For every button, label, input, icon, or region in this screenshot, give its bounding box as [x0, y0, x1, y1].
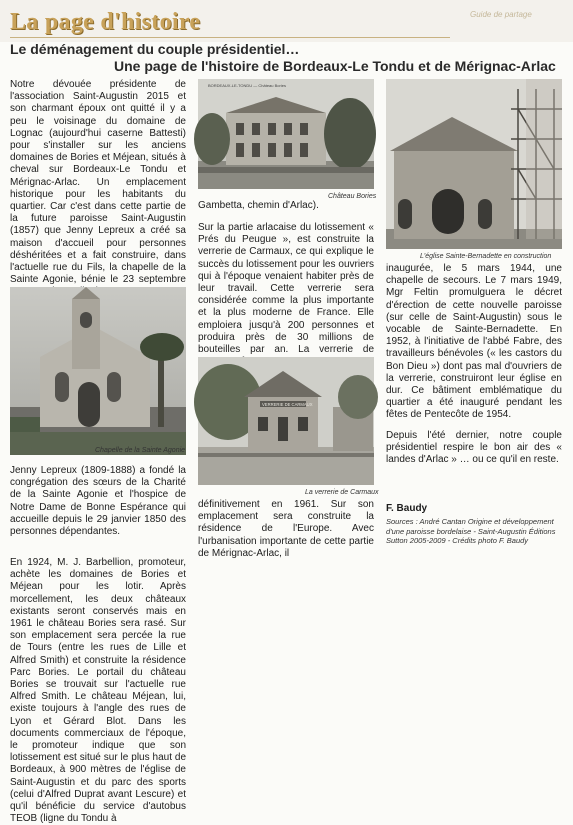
column-1-mid-text [10, 465, 186, 538]
caption-chateau: Château Bories [328, 193, 377, 200]
paragraph-conclusion: Depuis l'été dernier, notre couple présidentiel respire le bon air des « landes d'Arlac » … ou ce qu'il en reste. [386, 429, 562, 466]
title-rule [10, 37, 450, 38]
sources-credits: Sources : André Cantan Origine et développement d'une paroisse bordelaise - Saint-Augustin Éditions Sutton 2005-2009 - Crédits photo F. Baudy [386, 517, 556, 545]
paragraph-1924: En 1924, M. J. Barbellion, promoteur, achète les domaines de Bories et Méjean pour les lotir. Après morcellement, les deux châteaux existants seront conservés mais en 1961 le château Bories sera rasé. Sur son emplacement sera percée la rue de Tours (entre les rues de Lille et Alfred Smith) et construite la résidence Parc Bories. Le portail du château Bories se trouvait sur l'actuelle rue Alfred Smith. Le château Méjean, lui, existe toujours à l'angle des rues de Lyon et Gérard Blot. Dans les documents commerciaux de l'époque, le promoteur indique que son lotissement est situé sur le plus haut de Bordeaux, à 900 mètres de l'église de Saint-Augustin et du parc des sports (celui d'Alfred Duprat avant Lescure) et qu'il bénéficie du service d'autobus TEOB (ligne du Tondu à [10, 557, 186, 825]
eglise-photo [386, 79, 562, 249]
verrerie-photo-sign: VERRERIE DE CARMAUX [262, 402, 313, 407]
author-signature: F. Baudy [386, 503, 428, 514]
caption-eglise: L'église Sainte-Bernadette en construction [420, 253, 552, 260]
chapelle-photo [10, 287, 186, 455]
headline-line-2: Une page de l'histoire de Bordeaux-Le Tondu et de Mérignac-Arlac [114, 58, 556, 74]
column-1-bottom-text [10, 557, 186, 825]
paragraph-sainte-bernadette: inaugurée, le 5 mars 1944, une chapelle de secours. Le 7 mars 1949, Mgr Feltin promulguera le décret d'érection de cette nouvelle paroisse (sur celle de Saint-Augustin) sous le vocable de Sainte-Bernadette. En 1952, à l'initiative de l'abbé Fabre, des travailleurs bénévoles (« les castors du Bon Dieu ») dont pas mal d'ouvriers de la verrerie, construiront leur église en dur. Ce bâtiment emblématique du quartier a été inauguré pendant les fêtes de Pentecôte de 1954. [386, 263, 562, 421]
caption-verrerie: La verrerie de Carmaux [305, 489, 379, 496]
paragraph-jenny: Jenny Lepreux (1809-1888) a fondé la congrégation des sœurs de la Charité de la Sainte Agonie et l'hospice de Notre Dame de Bonne Espérance qui accueille depuis le 29 janvier 1850 des personnes dépendantes. [10, 465, 186, 538]
column-2-bottom-text [198, 499, 374, 560]
paragraph-1961: définitivement en 1961. Sur son emplacement sera construite la résidence de l'Europe. Avec l'urbanisation importante de cette partie de Mérignac-Arlac, il [198, 499, 374, 559]
paragraph-verrerie: Sur la partie arlacaise du lotissement « Prés du Peugue », est construite la verrerie de Carmaux, ce qui explique le succès du lotissement pour les ouvriers qui à l'époque venaient habiter près de leur travail. Cette verrerie sera considérée comme la plus importante et la plus moderne de France. Elle emploiera jusqu'à 200 personnes et produira près de 30 millions de bouteilles par an. La verrerie de [198, 222, 374, 356]
caption-chapelle: Chapelle de la Sainte Agonie [95, 447, 186, 454]
verrerie-photo [198, 357, 374, 485]
column-2-top-text [198, 200, 374, 212]
chateau-photo-sign: BORDEAUX-LE-TONDU — Château Bories [208, 83, 286, 88]
column-2-mid-text [198, 222, 374, 368]
corner-text: Guide de partage [470, 10, 532, 19]
headline-line-1: Le déménagement du couple présidentiel… [10, 41, 300, 57]
paragraph-intro: Notre dévouée présidente de l'association Saint-Augustin 2015 et son charmant époux ont quitté il y a peu le voisinage du domaine de Lognac (aujourd'hui caserne Battesti) pour s'installer sur les anciens domaines de Bories et Méjean, situés à cheval sur Bordeaux-Le Tondu et Mérignac-Arlac. Un emplacement historique pour les habitants du quartier. Car c'est dans cette partie de la future paroisse Saint-Augustin (1857) que Jenny Lepreux a créé sa maison d'accueil pour personnes déshéritées et a fait construire, dans l'actuelle rue du Fils, la chapelle de la Sainte Agonie, bénie le 23 septembre [10, 79, 186, 286]
column-1-top-text [10, 79, 186, 299]
column-3-text [386, 263, 562, 466]
chateau-photo [198, 79, 374, 189]
section-title: La page d'histoire [10, 9, 201, 35]
paragraph-gambetta: Gambetta, chemin d'Arlac). [198, 200, 319, 211]
